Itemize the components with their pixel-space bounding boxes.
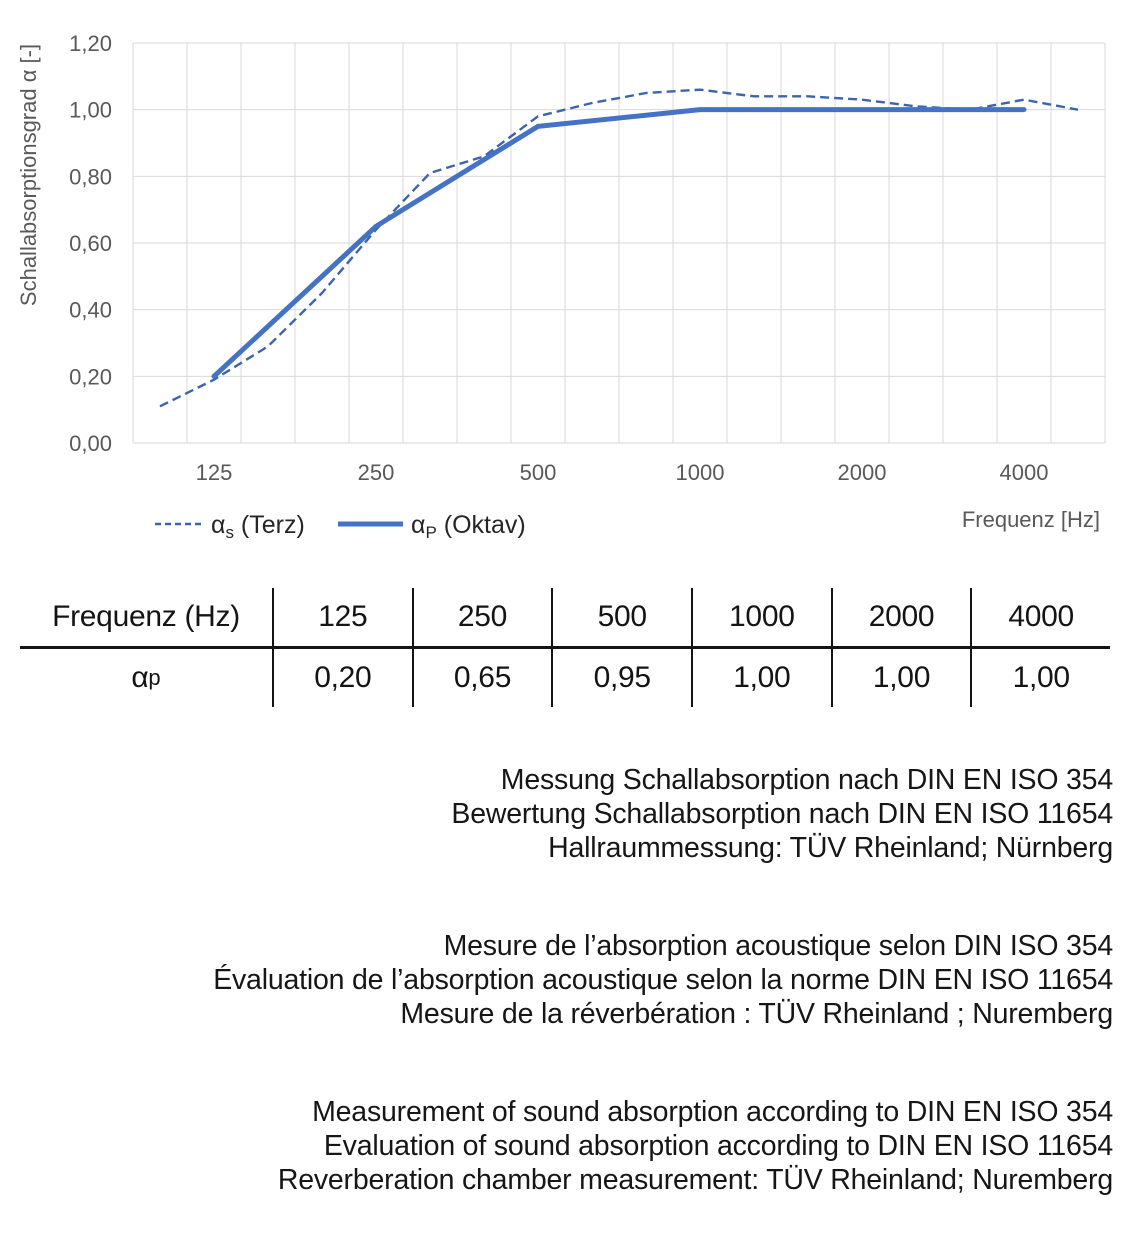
x-tick-label: 125 xyxy=(195,460,233,485)
table-header-125: 125 xyxy=(272,588,412,646)
y-axis-title: Schallabsorptionsgrad α [-] xyxy=(16,43,41,307)
table-header-row xyxy=(20,588,1110,649)
table-header-500: 500 xyxy=(551,588,691,646)
table-value-1000: 1,00 xyxy=(691,649,831,707)
y-tick-label: 0,20 xyxy=(69,364,112,390)
table-row-label-alpha-p: α p xyxy=(131,661,161,694)
table-header-frequency: Frequenz (Hz) xyxy=(52,600,240,633)
absorption-chart xyxy=(0,0,1135,560)
table-value-row xyxy=(20,649,1110,707)
note-english xyxy=(0,1095,1113,1197)
note-line: Évaluation de l’absorption acoustique selon la norme DIN EN ISO 11654 xyxy=(213,964,1113,996)
note-line: Reverberation chamber measurement: TÜV Rheinland; Nuremberg xyxy=(277,1164,1113,1196)
note-line: Mesure de la réverbération : TÜV Rheinland ; Nuremberg xyxy=(400,998,1113,1030)
y-tick-label: 0,40 xyxy=(69,297,112,323)
table-header-4000: 4000 xyxy=(970,588,1110,646)
table-header-1000: 1000 xyxy=(691,588,831,646)
table-value-125: 0,20 xyxy=(272,649,412,707)
x-tick-label: 2000 xyxy=(837,460,887,485)
legend-label-alpha-p-oktav: $\alpha_P$ (Oktav) xyxy=(411,511,526,542)
gridlines xyxy=(133,43,1105,443)
alpha-symbol: α xyxy=(131,661,149,694)
table-value-4000: 1,00 xyxy=(970,649,1110,707)
note-line: Measurement of sound absorption according to DIN EN ISO 354 xyxy=(312,1096,1113,1128)
note-line: Hallraummessung: TÜV Rheinland; Nürnberg xyxy=(548,832,1113,864)
y-tick-label: 1,00 xyxy=(69,97,112,123)
y-tick-label: 0,80 xyxy=(69,164,112,190)
x-axis-title: Frequenz [Hz] xyxy=(961,507,1100,532)
note-french xyxy=(0,929,1113,1031)
y-tick-label: 1,20 xyxy=(69,31,112,56)
table-value-2000: 1,00 xyxy=(831,649,971,707)
x-tick-label: 4000 xyxy=(999,460,1049,485)
note-line: Bewertung Schallabsorption nach DIN EN ISO 11654 xyxy=(451,798,1113,830)
note-line: Mesure de l’absorption acoustique selon DIN ISO 354 xyxy=(443,930,1113,962)
note-line: Evaluation of sound absorption according to DIN EN ISO 11654 xyxy=(323,1130,1113,1162)
table-header-2000: 2000 xyxy=(831,588,971,646)
y-tick-label: 0,60 xyxy=(69,231,112,256)
x-tick-label: 1000 xyxy=(675,460,725,485)
table-value-500: 0,95 xyxy=(551,649,691,707)
table-value-250: 0,65 xyxy=(412,649,552,707)
note-german xyxy=(0,763,1113,865)
table-header-250: 250 xyxy=(412,588,552,646)
x-tick-label: 250 xyxy=(357,460,395,485)
legend-label-alpha-s-terz: $\alpha_s$ (Terz) xyxy=(211,511,305,542)
x-tick-label: 500 xyxy=(519,460,557,485)
absorption-table xyxy=(20,588,1110,707)
note-line: Messung Schallabsorption nach DIN EN ISO 354 xyxy=(500,764,1113,796)
y-tick-label: 0,00 xyxy=(69,431,112,456)
